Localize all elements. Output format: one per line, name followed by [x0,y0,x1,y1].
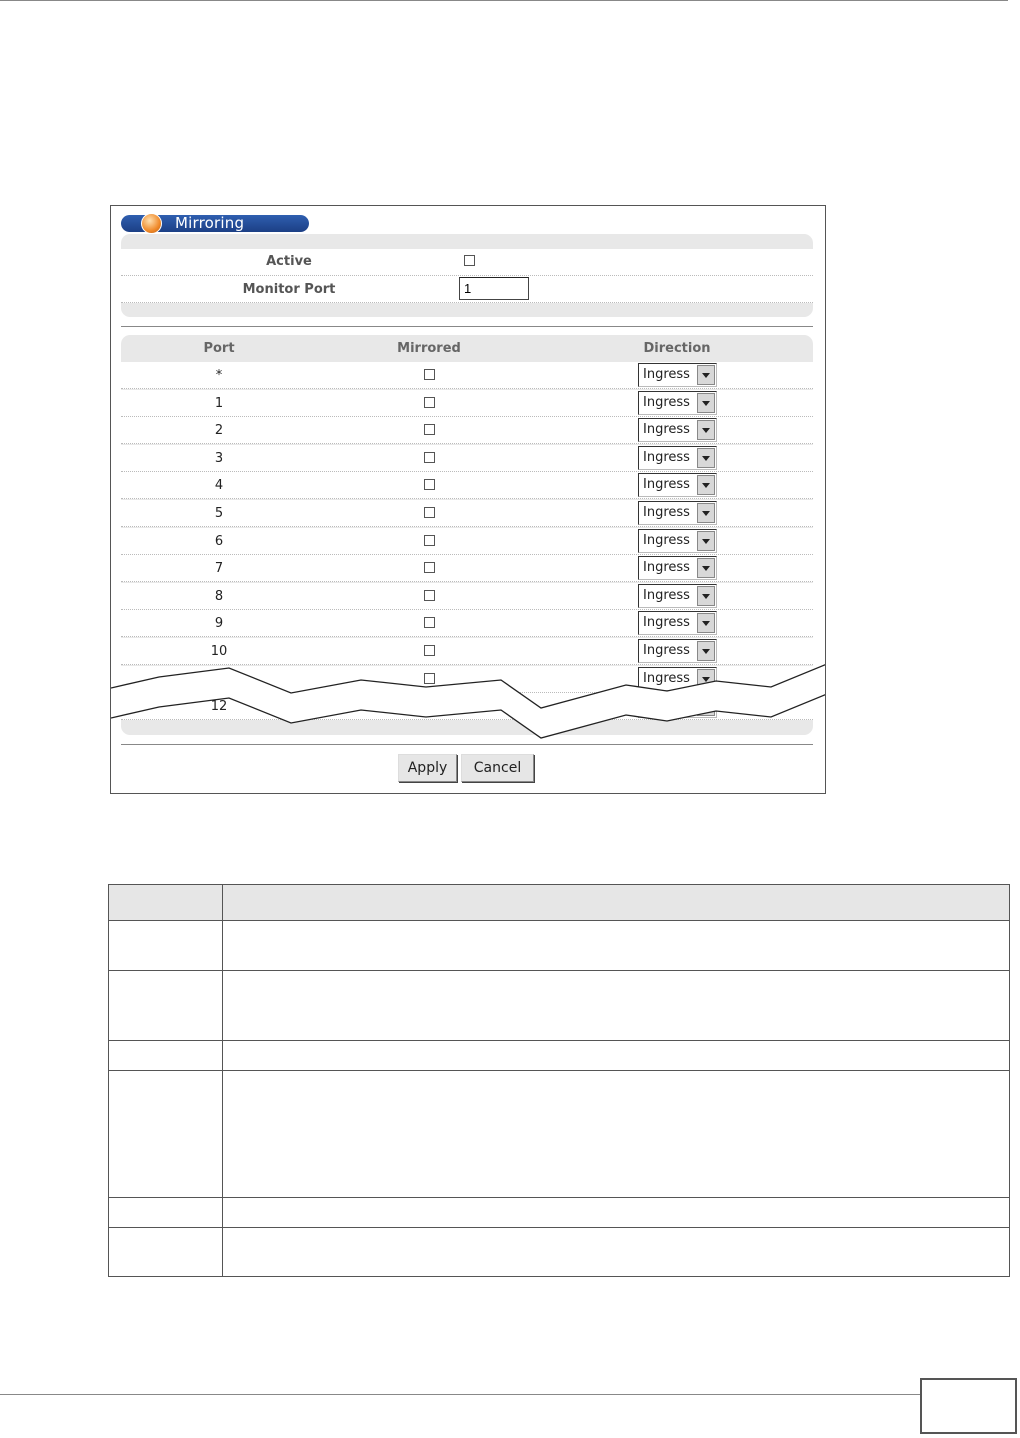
desc-row [109,921,1010,971]
direction-value: Ingress [643,477,690,493]
direction-value: Ingress [643,615,690,631]
desc-row [109,1071,1010,1198]
page-title: Mirroring [175,214,245,232]
page-number-box [920,1378,1017,1434]
port-cell: 12 [210,699,228,715]
divider-bottom [121,744,813,745]
cancel-button[interactable]: Cancel [461,754,534,782]
monitor-port-label: Monitor Port [242,282,336,297]
port-cell: 2 [214,423,224,439]
desc-row [109,1228,1010,1277]
desc-row [109,1198,1010,1228]
direction-value: Ingress [643,532,690,548]
port-cell: 3 [214,450,224,466]
desc-row [109,1041,1010,1071]
direction-value: Ingress [643,422,690,438]
port-cell: 8 [214,588,224,604]
direction-value: Ingress [643,449,690,465]
header-port: Port [203,341,235,356]
active-label: Active [266,254,312,269]
port-cell: 10 [210,644,228,659]
page-break-graphic [111,206,826,794]
port-cell: 7 [214,561,224,577]
port-cell: 6 [214,533,224,549]
port-cell: 9 [214,616,224,632]
header-direction: Direction [643,341,711,356]
direction-value: Ingress [643,643,690,658]
port-cell: 4 [214,478,224,494]
top-rule [0,0,1008,1]
direction-value: Ingress [643,670,690,686]
port-cell: 1 [214,395,224,411]
direction-value: Ingress [643,394,690,410]
port-cell: 5 [214,506,224,521]
apply-button[interactable]: Apply [398,754,457,782]
header-mirrored: Mirrored [397,341,461,356]
direction-value: Ingress [643,505,690,520]
direction-value: Ingress [643,367,690,382]
description-table [108,884,1010,1277]
footer-rule [0,1394,920,1395]
direction-value: Ingress [643,587,690,603]
port-cell: * [215,368,223,383]
direction-value: Ingress [643,560,690,576]
desc-header-row [109,885,1010,921]
mirroring-screenshot [110,205,826,794]
desc-row [109,971,1010,1041]
